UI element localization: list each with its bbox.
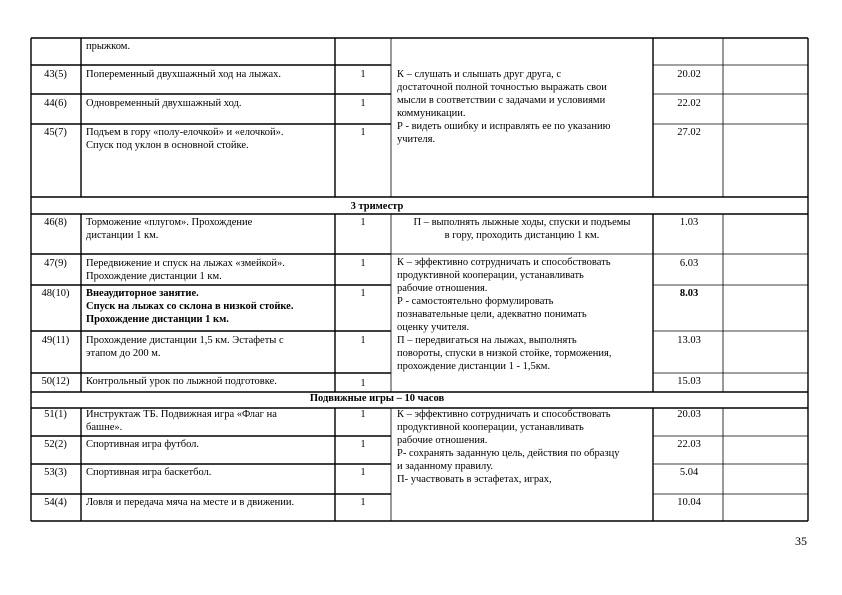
- lesson-number: 44(6): [44, 98, 67, 109]
- lesson-number: 43(5): [44, 69, 67, 80]
- topic-cell: Передвижение и спуск на лыжах «змейкой». Прохождение дистанции 1 км.: [86, 258, 285, 282]
- lesson-number: 49(11): [41, 335, 70, 346]
- topic-cell: Внеаудиторное занятие. Спуск на лыжах со склона в низкой стойке. Прохождение дистанции 1 км.: [86, 288, 294, 325]
- section-header: 3 триместр: [350, 201, 404, 212]
- lesson-number: 52(2): [44, 439, 67, 450]
- date-cell: 20.03: [677, 409, 701, 420]
- topic-cell: Одновременный двухшажный ход.: [86, 98, 242, 109]
- date-cell: 20.02: [677, 69, 701, 80]
- uud-cell: К – слушать и слышать друг друга, с достаточной полной точностью выражать свои мысли в соответствии с задачами и условиями коммуникации. Р - видеть ошибку и исправлять ее по указанию учителя.: [397, 69, 611, 145]
- hours-cell: 1: [360, 497, 366, 508]
- uud-cell: П – выполнять лыжные ходы, спуски и подъемы в гору, проходить дистанцию 1 км.: [413, 217, 631, 241]
- lesson-number: 45(7): [44, 127, 67, 138]
- lesson-number: 54(4): [44, 497, 67, 508]
- topic-cell: Попеременный двухшажный ход на лыжах.: [86, 69, 281, 80]
- topic-cell: Инструктаж ТБ. Подвижная игра «Флаг на башне».: [86, 409, 277, 433]
- lesson-number: 53(3): [44, 467, 67, 478]
- hours-cell: 1: [360, 127, 366, 138]
- hours-cell: 1: [360, 217, 366, 228]
- uud-cell: К – эффективно сотрудничать и способствовать продуктивной кооперации, устанавливать рабочие отношения. Р - самостоятельно формулировать познавательные цели, адекватно понимать оценку учителя. П – передвигаться на лыжах, выполнять повороты, спуски в низкой стойке, торможения, прохождение дистанции 1 - 1,5км.: [397, 257, 612, 372]
- hours-cell: 1: [360, 258, 366, 269]
- topic-cell: Торможение «плугом». Прохождение дистанции 1 км.: [86, 217, 253, 241]
- page-number: 35: [795, 534, 807, 548]
- hours-cell: 1: [360, 467, 366, 478]
- date-cell: 10.04: [677, 497, 701, 508]
- lesson-number: 48(10): [41, 288, 70, 299]
- date-cell: 22.03: [677, 439, 701, 450]
- topic-cell: Контрольный урок по лыжной подготовке.: [86, 376, 277, 387]
- date-cell: 8.03: [679, 288, 699, 299]
- date-cell: 22.02: [677, 98, 701, 109]
- topic-cell: Подъем в гору «полу-елочкой» и «елочкой». Спуск под уклон в основной стойке.: [86, 127, 284, 151]
- date-cell: 27.02: [677, 127, 701, 138]
- lesson-number: 51(1): [44, 409, 67, 420]
- hours-cell: 1: [360, 98, 366, 109]
- hours-cell: 1: [360, 439, 366, 450]
- date-cell: 13.03: [677, 335, 701, 346]
- topic-cell: Спортивная игра футбол.: [86, 439, 200, 450]
- hours-cell: 1: [360, 69, 366, 80]
- hours-cell: 1: [360, 409, 366, 420]
- date-cell: 1.03: [679, 217, 699, 228]
- date-cell: 5.04: [679, 467, 699, 478]
- date-cell: 15.03: [677, 376, 701, 387]
- hours-cell: 1: [360, 378, 366, 389]
- topic-cell: прыжком.: [86, 41, 131, 52]
- date-cell: 6.03: [679, 258, 699, 269]
- section-header: Подвижные игры – 10 часов: [309, 393, 445, 404]
- topic-cell: Прохождение дистанции 1,5 км. Эстафеты с этапом до 200 м.: [86, 335, 284, 359]
- topic-cell: Спортивная игра баскетбол.: [86, 467, 212, 478]
- uud-cell: К – эффективно сотрудничать и способствовать продуктивной кооперации, устанавливать рабочие отношения. Р- сохранять заданную цель, действия по образцу и заданному правилу. П- участвовать в эстафетах, играх,: [397, 409, 620, 485]
- hours-cell: 1: [360, 288, 366, 299]
- topic-cell: Ловля и передача мяча на месте и в движении.: [86, 497, 295, 508]
- hours-cell: 1: [360, 335, 366, 346]
- lesson-number: 47(9): [44, 258, 67, 269]
- lesson-number: 46(8): [44, 217, 67, 228]
- lesson-number: 50(12): [41, 376, 70, 387]
